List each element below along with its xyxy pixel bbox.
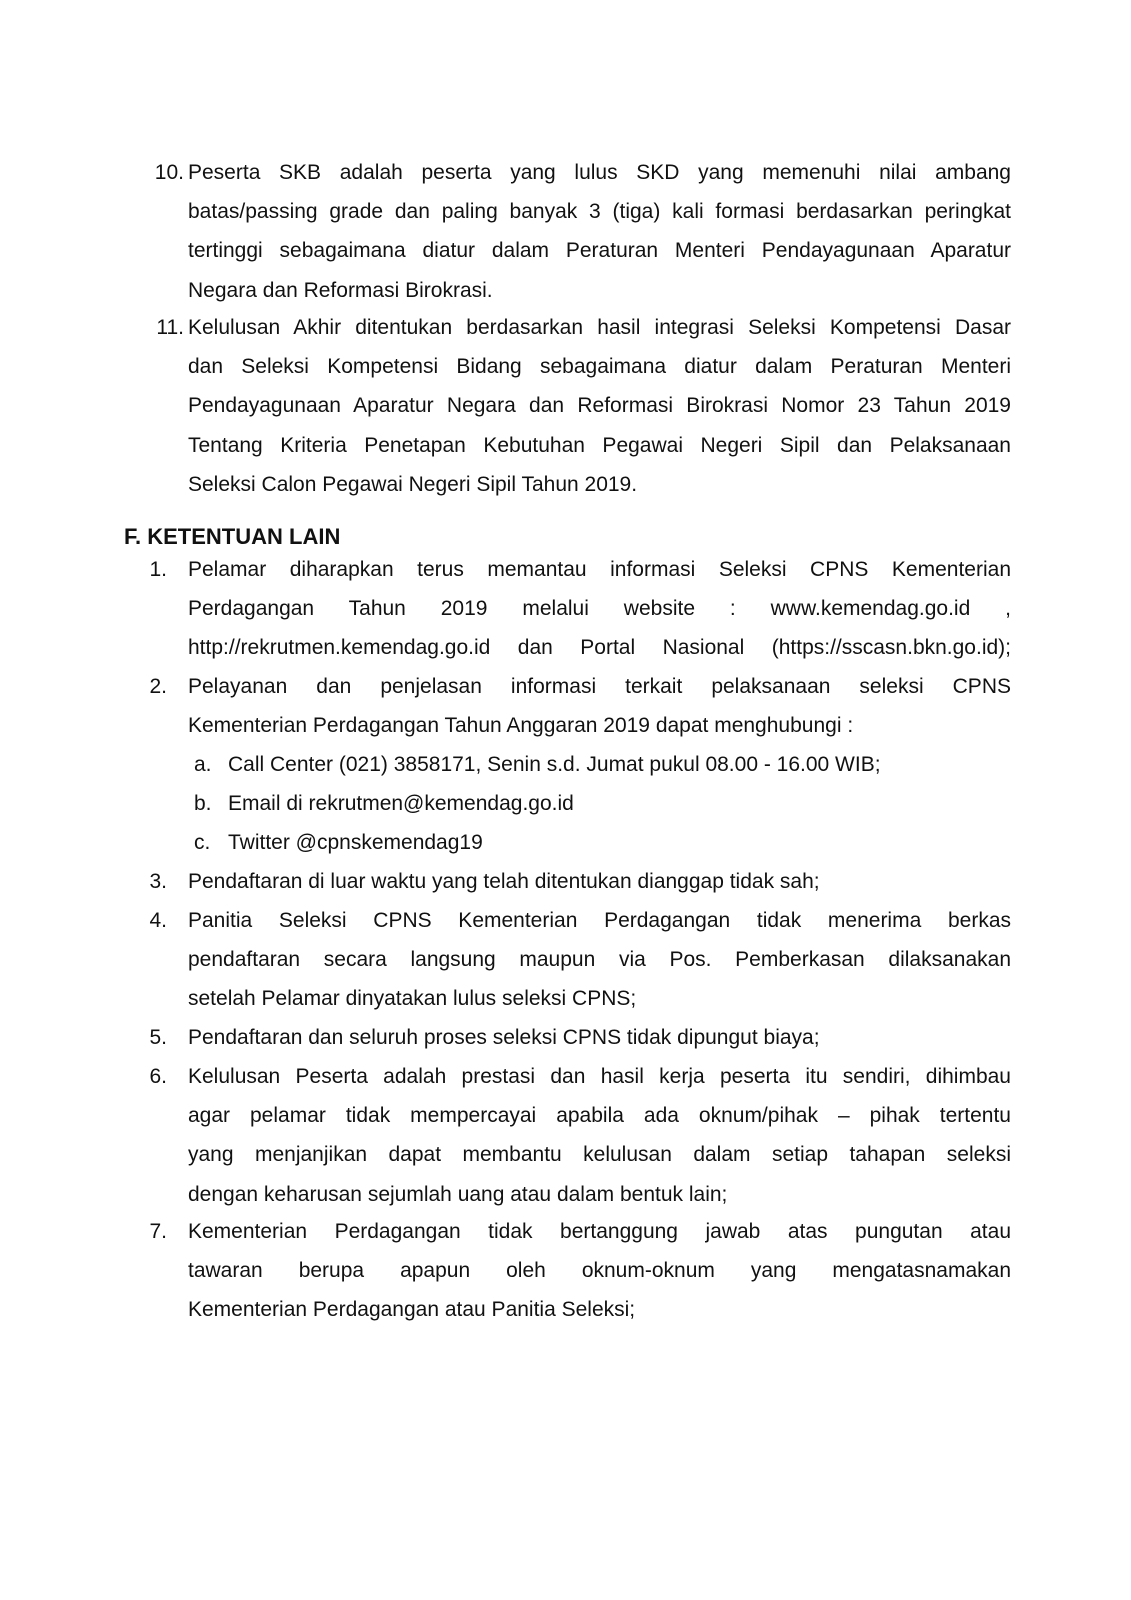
sub-list-text: Twitter @cpnskemendag19	[228, 831, 483, 854]
text-line: pendaftaran secara langsung maupun via Pos. Pemberkasan dilaksanakan	[188, 948, 1011, 972]
text-line: Pelamar diharapkan terus memantau informasi Seleksi CPNS Kementerian	[188, 558, 1011, 581]
list-number: 6.	[149, 1065, 167, 1088]
sub-list-letter: c.	[194, 831, 211, 854]
text-line: Pelayanan dan penjelasan informasi terkait pelaksanaan seleksi CPNS	[188, 675, 1011, 698]
text-line: Panitia Seleksi CPNS Kementerian Perdagangan tidak menerima berkas	[188, 909, 1011, 932]
sub-list-letter: b.	[194, 792, 212, 815]
text-line: http://rekrutmen.kemendag.go.id dan Portal Nasional (https://sscasn.bkn.go.id);	[188, 636, 1011, 660]
text-line: Kelulusan Akhir ditentukan berdasarkan hasil integrasi Seleksi Kompetensi Dasar	[188, 316, 1011, 339]
list-item-text	[188, 153, 1011, 310]
list-item-text	[188, 308, 1011, 504]
text-line: Negara dan Reformasi Birokrasi.	[188, 278, 493, 302]
sub-list-text: Email di rekrutmen@kemendag.go.id	[228, 792, 574, 815]
text-line: Pendayagunaan Aparatur Negara dan Reformasi Birokrasi Nomor 23 Tahun 2019	[188, 394, 1011, 418]
sub-list-letter: a.	[194, 753, 212, 776]
text-line: tawaran berupa apapun oleh oknum-oknum yang mengatasnamakan	[188, 1259, 1011, 1283]
text-line: Pendaftaran dan seluruh proses seleksi CPNS tidak dipungut biaya;	[188, 1026, 820, 1049]
text-line: dan Seleksi Kompetensi Bidang sebagaimana diatur dalam Peraturan Menteri	[188, 355, 1011, 379]
list-number: 7.	[149, 1220, 167, 1243]
text-line: Kementerian Perdagangan atau Panitia Seleksi;	[188, 1298, 636, 1322]
list-number: 1.	[149, 558, 167, 581]
list-item-text	[188, 1057, 1011, 1214]
list-item-text	[188, 862, 1011, 901]
text-line: setelah Pelamar dinyatakan lulus seleksi CPNS;	[188, 987, 637, 1011]
text-line: agar pelamar tidak mempercayai apabila ada oknum/pihak – pihak tertentu	[188, 1104, 1011, 1128]
list-item-text	[188, 550, 1011, 668]
list-item-text	[188, 667, 1011, 745]
text-line: Peserta SKB adalah peserta yang lulus SKD yang memenuhi nilai ambang	[188, 161, 1011, 184]
list-number: 3.	[149, 870, 167, 893]
text-line: yang menjanjikan dapat membantu kelulusan dalam setiap tahapan seleksi	[188, 1143, 1011, 1167]
text-line: Pendaftaran di luar waktu yang telah ditentukan dianggap tidak sah;	[188, 870, 820, 893]
list-item-text	[188, 1018, 1011, 1057]
text-line: Kementerian Perdagangan Tahun Anggaran 2019 dapat menghubungi :	[188, 714, 854, 738]
list-number: 2.	[149, 675, 167, 698]
text-line: Seleksi Calon Pegawai Negeri Sipil Tahun 2019.	[188, 472, 638, 496]
text-line: batas/passing grade dan paling banyak 3 (tiga) kali formasi berdasarkan peringkat	[188, 200, 1011, 224]
section-heading: F. KETENTUAN LAIN	[124, 524, 341, 549]
text-line: Kelulusan Peserta adalah prestasi dan hasil kerja peserta itu sendiri, dihimbau	[188, 1065, 1011, 1088]
list-number: 10.	[154, 161, 184, 184]
text-line: Tentang Kriteria Penetapan Kebutuhan Pegawai Negeri Sipil dan Pelaksanaan	[188, 433, 1011, 457]
text-line: Perdagangan Tahun 2019 melalui website : www.kemendag.go.id ,	[188, 597, 1011, 621]
list-number: 4.	[149, 909, 167, 932]
text-line: dengan keharusan sejumlah uang atau dalam bentuk lain;	[188, 1182, 728, 1206]
list-number: 5.	[149, 1026, 167, 1049]
text-line: Kementerian Perdagangan tidak bertanggung jawab atas pungutan atau	[188, 1220, 1011, 1243]
list-item-text	[188, 901, 1011, 1019]
list-number: 11.	[156, 316, 184, 339]
text-line: tertinggi sebagaimana diatur dalam Peraturan Menteri Pendayagunaan Aparatur	[188, 239, 1011, 263]
sub-list-text: Call Center (021) 3858171, Senin s.d. Jumat pukul 08.00 - 16.00 WIB;	[228, 753, 881, 776]
list-item-text	[188, 1212, 1011, 1330]
